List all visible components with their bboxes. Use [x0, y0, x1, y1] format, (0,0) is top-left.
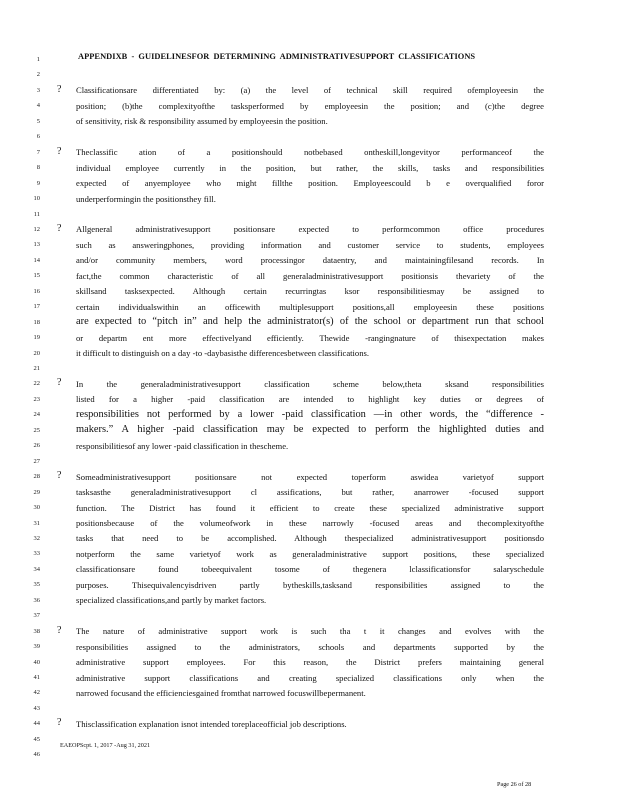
text-line: individual employee currently in the position, but rather, the skills, tasks and responsibilities	[76, 162, 544, 173]
text-line: function. The District has found it efficient to create these specialized administrative support	[76, 502, 544, 513]
text-line: In the generaladministrativesupport classification scheme below,theta sksand responsibilities	[76, 378, 544, 389]
text-line: administrative support classifications and creating specialized classifications only when the	[76, 672, 544, 683]
line-number: 42	[33, 689, 40, 697]
text-line: are expected to “pitch in” and help the administrator(s) of the school or department run that school	[76, 316, 544, 328]
text-line: of sensitivity, risk & responsibility assumed by employeesin the position.	[76, 116, 328, 127]
text-line: specialized classifications,and partly by market factors.	[76, 595, 267, 606]
text-line: administrative support employees. For this reason, the District prefers maintaining general	[76, 657, 544, 668]
line-number: 44	[33, 720, 40, 728]
line-number: 15	[33, 272, 40, 280]
text-line: classificationsare found tobeequivalent tosome of thegenera lclassificationsfor salaryschedule	[76, 564, 544, 575]
line-number: 8	[36, 164, 40, 172]
line-number: 21	[33, 365, 40, 372]
line-number: 5	[36, 117, 40, 125]
text-line: Classificationsare differentiated by: (a) the level of technical skill required ofemployeesin the	[76, 85, 544, 96]
line-number: 26	[33, 442, 40, 450]
text-line: fact,the common characteristic of all generaladministrativesupport positionsis thevariety of the	[76, 270, 544, 281]
line-number: 29	[33, 488, 40, 496]
line-number: 38	[33, 627, 40, 635]
bullet-icon: ?	[57, 83, 62, 95]
text-line: notperform the same varietyof work as generaladministrative support positions, these specialized	[76, 548, 544, 559]
line-number: 30	[33, 504, 40, 512]
line-number: 28	[33, 473, 40, 481]
text-line: Someadministrativesupport positionsare not expected toperform aswidea varietyof support	[76, 471, 544, 482]
text-line: Theclassific ation of a positionshould notbebased ontheskill,longevityor performanceof the	[76, 147, 544, 158]
page-title: APPENDIXB - GUIDELINESFOR DETERMINING ADMINISTRATIVESUPPORT CLASSIFICATIONS	[78, 52, 476, 61]
text-line: Allgeneral administrativesupport positionsare expected to performcommon office procedures	[76, 224, 544, 235]
text-line: listed for a higher -paid classification are intended to highlight key duties or degrees of	[76, 394, 544, 405]
line-number: 6	[36, 133, 40, 141]
text-line: narrowed focusand the efficienciesgained fromthat narrowed focuswillbepermanent.	[76, 687, 366, 698]
bullet-icon: ?	[57, 377, 62, 389]
line-number: 27	[33, 457, 40, 465]
line-number: 46	[33, 751, 40, 759]
page-number: Page 26 of 28	[497, 781, 532, 788]
text-line: underperformingin the positionsthey fill.	[76, 193, 216, 204]
line-number: 41	[33, 674, 40, 681]
line-number: 20	[33, 349, 40, 357]
line-number: 45	[33, 735, 40, 743]
line-number: 37	[33, 612, 40, 620]
line-number: 16	[33, 287, 40, 295]
text-line: responsibilities not performed by a lower -paid classification —in other words, the “difference -	[76, 408, 544, 420]
line-number: 33	[33, 550, 40, 558]
line-number: 10	[33, 195, 40, 203]
text-line: skillsand tasksexpected. Although certain recurringtas ksor responsibilitiesmay be assigned to	[76, 286, 544, 297]
text-line: purposes. Thisequivalencyisdriven partly bytheskills,tasksand responsibilities assigned to the	[76, 579, 544, 590]
line-number: 7	[36, 148, 40, 156]
line-number: 24	[33, 411, 40, 419]
bullet-icon: ?	[57, 222, 62, 234]
line-number: 25	[33, 426, 40, 434]
line-number: 40	[33, 658, 40, 666]
line-number: 12	[33, 225, 40, 233]
text-line: or departm ent more effectivelyand efficiently. Thewide -rangingnature of thisexpectation makes	[76, 332, 544, 343]
line-number: 43	[33, 704, 40, 712]
line-number: 22	[33, 380, 40, 388]
text-line: such as answeringphones, providing information and customer service to students, employees	[76, 239, 544, 250]
text-line: Thisclassification explanation isnot intended toreplaceofficial job descriptions.	[76, 718, 347, 729]
line-number: 36	[33, 596, 40, 604]
text-line: and/or community members, word processingor dataentry, and maintainingfilesand records. In	[76, 255, 544, 266]
text-line: tasksasthe generaladministrativesupport cl assifications, but rather, anarrower -focused support	[76, 487, 544, 498]
line-number: 14	[33, 256, 40, 264]
line-number: 2	[36, 71, 40, 79]
line-number: 35	[33, 581, 40, 589]
line-number: 17	[33, 303, 40, 311]
text-line: makers.” A higher -paid classification may be expected to perform the highlighted duties and	[76, 424, 544, 436]
text-line: certain individualswithin an officewith multiplesupport positions,all employeesin these positions	[76, 301, 544, 312]
line-number: 13	[33, 241, 40, 249]
text-line: responsibilities assigned to the administrators, schools and departments supported by the	[76, 641, 544, 652]
text-line: positionsbecause of the volumeofwork in these narrowly -focused areas and thecomplexityofthe	[76, 518, 544, 528]
line-number: 39	[33, 643, 40, 651]
line-number: 11	[33, 210, 40, 218]
text-line: tasks that need to be accomplished. Although thespecialized administrativesupport positionsdo	[76, 533, 544, 544]
text-line: expected of anyemployee who might fillthe position. Employeescould b e overqualified foror	[76, 178, 544, 189]
text-line: it difficult to distinguish on a day -to -daybasisthe differencesbetween classifications.	[76, 348, 369, 359]
line-number: 18	[33, 318, 40, 326]
text-line: The nature of administrative support work is such tha t it changes and evolves with the	[76, 626, 544, 637]
text-line: responsibilitiesof any lower -paid classification in thescheme.	[76, 440, 289, 451]
line-number: 23	[33, 395, 40, 403]
footer-date-range: EAEOPScpt. 1, 2017 -Aug 31, 2021	[60, 742, 151, 749]
line-number: 9	[36, 179, 40, 187]
bullet-icon: ?	[57, 624, 62, 636]
line-number: 31	[33, 519, 40, 527]
line-number: 32	[33, 534, 40, 542]
bullet-icon: ?	[57, 717, 62, 729]
bullet-icon: ?	[57, 145, 62, 157]
text-line: position; (b)the complexityofthe tasksperformed by employeesin the position; and (c)the degree	[76, 100, 544, 111]
line-number: 4	[36, 102, 40, 110]
line-number: 34	[33, 565, 40, 573]
line-number: 3	[36, 86, 40, 94]
line-number: 19	[33, 334, 40, 342]
bullet-icon: ?	[57, 470, 62, 482]
line-number: 1	[36, 56, 40, 63]
